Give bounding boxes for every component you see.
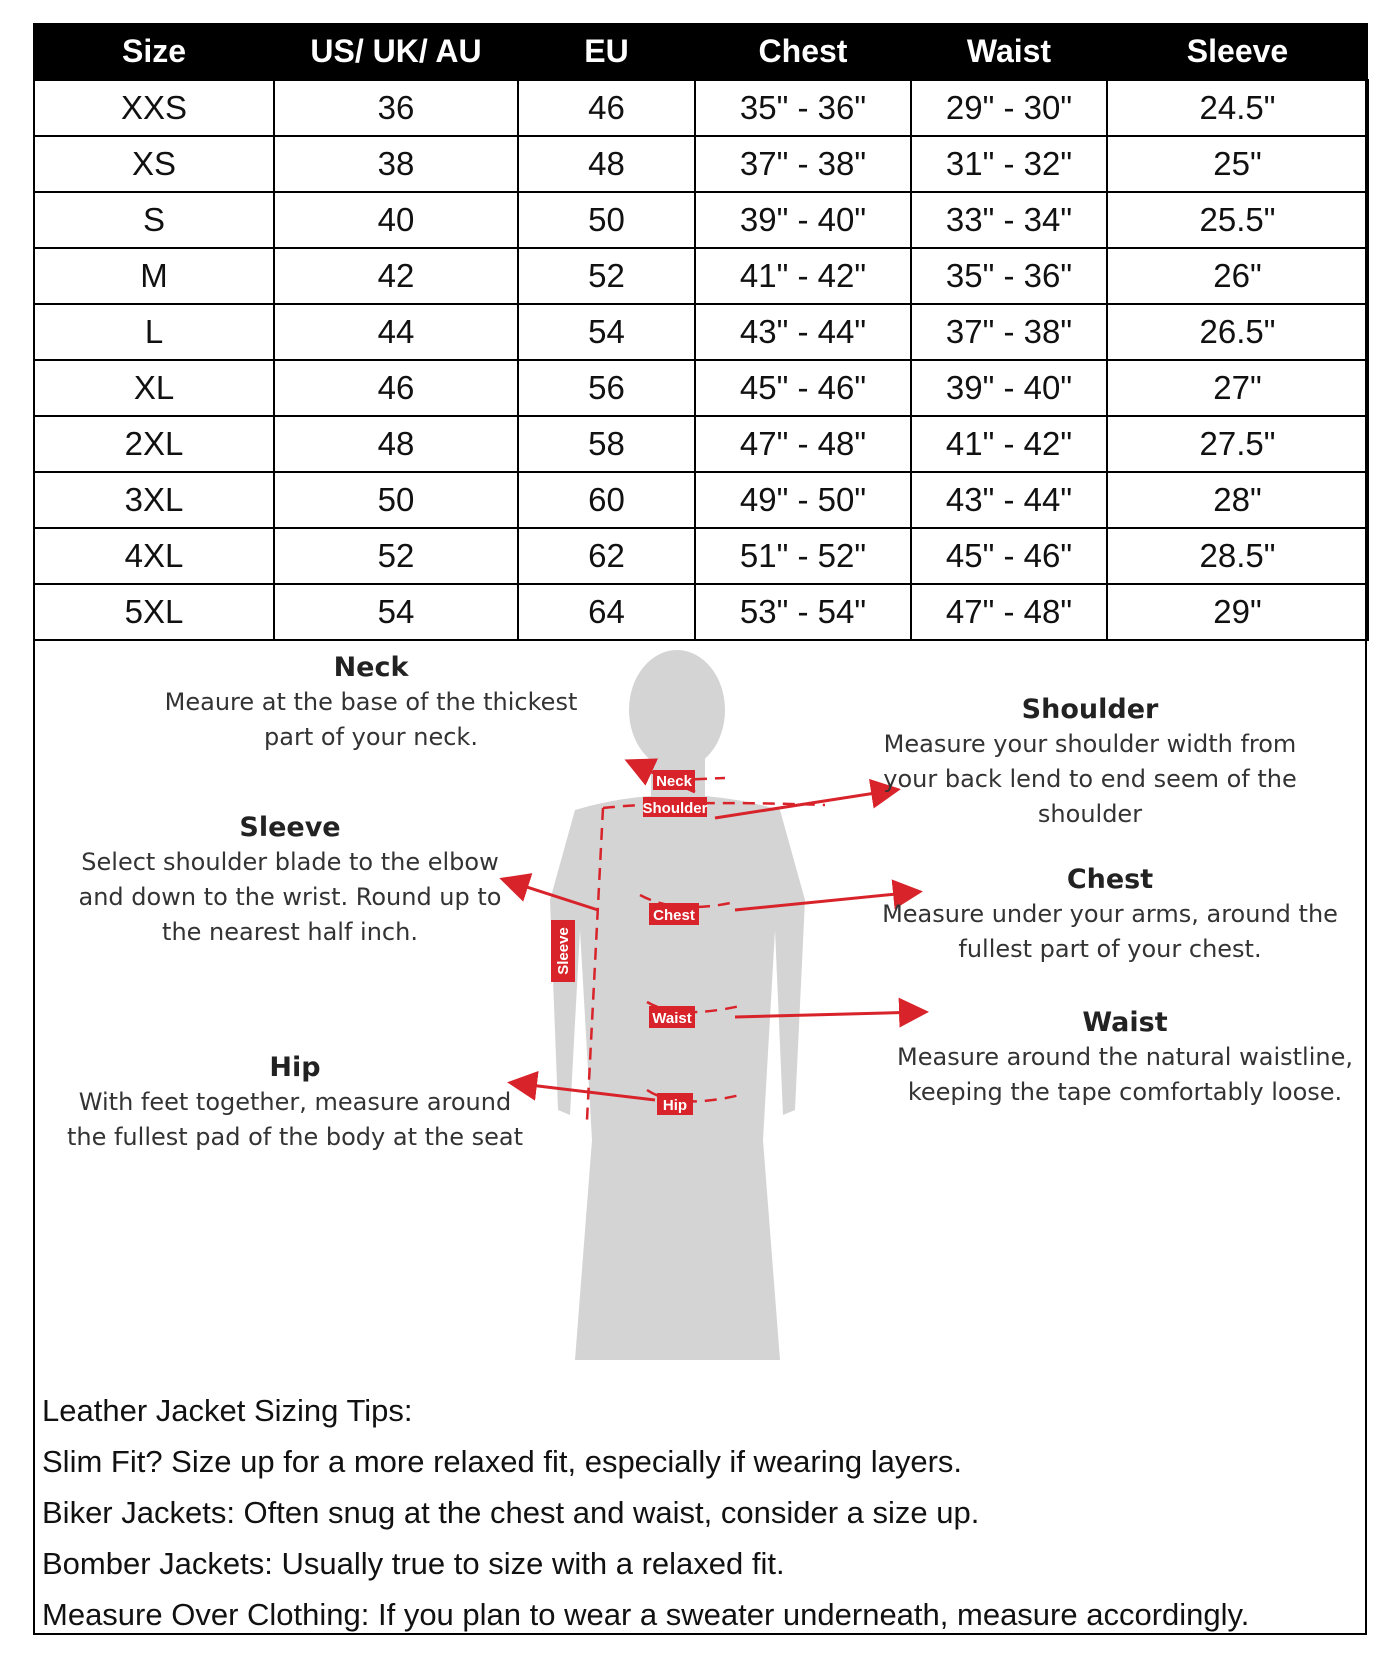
cell-chest: 47" - 48" [695, 416, 911, 472]
sleeve-line2: and down to the wrist. Round up to [78, 883, 502, 911]
sleeve-line3: the nearest half inch. [162, 918, 418, 946]
cell-size: 2XL [34, 416, 274, 472]
tip-biker: Biker Jackets: Often snug at the chest and waist, consider a size up. [42, 1495, 980, 1530]
cell-waist: 35" - 36" [911, 248, 1107, 304]
tip-measure-over-clothing: Measure Over Clothing: If you plan to wear a sweater underneath, measure accordingly. [42, 1597, 1250, 1632]
tag-shoulder: Shoulder [642, 800, 708, 817]
cell-sleeve: 28.5" [1107, 528, 1368, 584]
sleeve-line1: Select shoulder blade to the elbow [81, 848, 499, 876]
neck-note [131, 650, 611, 755]
cell-size: XL [34, 360, 274, 416]
cell-sleeve: 28" [1107, 472, 1368, 528]
cell-waist: 47" - 48" [911, 584, 1107, 640]
table-row [34, 584, 1368, 640]
cell-sleeve: 27" [1107, 360, 1368, 416]
table-row [34, 192, 1368, 248]
cell-sleeve: 24.5" [1107, 80, 1368, 136]
cell-size: 3XL [34, 472, 274, 528]
cell-chest: 39" - 40" [695, 192, 911, 248]
waist-note [885, 1005, 1365, 1110]
cell-eu: 60 [518, 472, 695, 528]
tag-neck: Neck [656, 773, 692, 790]
tips-title: Leather Jacket Sizing Tips: [42, 1393, 413, 1428]
neck-line2: part of your neck. [264, 723, 478, 751]
chest-title: Chest [1066, 864, 1154, 895]
shoulder-title: Shoulder [1021, 694, 1159, 725]
shoulder-line2: your back lend to end seem of the [883, 765, 1297, 793]
table-row [34, 472, 1368, 528]
cell-us-uk-au: 42 [274, 248, 518, 304]
shoulder-line3: shoulder [1037, 800, 1143, 828]
table-header-row [34, 23, 1368, 80]
cell-us-uk-au: 54 [274, 584, 518, 640]
cell-chest: 51" - 52" [695, 528, 911, 584]
cell-eu: 46 [518, 80, 695, 136]
tip-slim-fit: Slim Fit? Size up for a more relaxed fit, especially if wearing layers. [42, 1444, 963, 1479]
cell-eu: 48 [518, 136, 695, 192]
cell-size: XS [34, 136, 274, 192]
neck-line1: Meaure at the base of the thickest [164, 688, 578, 716]
cell-size: 5XL [34, 584, 274, 640]
cell-us-uk-au: 44 [274, 304, 518, 360]
table-row [34, 528, 1368, 584]
hip-line2: the fullest pad of the body at the seat [66, 1123, 524, 1151]
cell-sleeve: 27.5" [1107, 416, 1368, 472]
cell-sleeve: 26" [1107, 248, 1368, 304]
cell-us-uk-au: 36 [274, 80, 518, 136]
header-sleeve: Sleeve [1107, 23, 1368, 80]
cell-waist: 33" - 34" [911, 192, 1107, 248]
cell-chest: 53" - 54" [695, 584, 911, 640]
cell-waist: 37" - 38" [911, 304, 1107, 360]
cell-chest: 37" - 38" [695, 136, 911, 192]
cell-eu: 56 [518, 360, 695, 416]
size-table [33, 23, 1369, 641]
chest-note [875, 862, 1345, 967]
cell-chest: 41" - 42" [695, 248, 911, 304]
cell-us-uk-au: 46 [274, 360, 518, 416]
header-chest: Chest [695, 23, 911, 80]
cell-size: 4XL [34, 528, 274, 584]
cell-size: XXS [34, 80, 274, 136]
hip-title: Hip [269, 1052, 321, 1083]
cell-size: L [34, 304, 274, 360]
shoulder-note [875, 692, 1305, 832]
cell-waist: 45" - 46" [911, 528, 1107, 584]
table-row [34, 80, 1368, 136]
table-row [34, 136, 1368, 192]
body-silhouette [550, 650, 805, 1360]
sleeve-title: Sleeve [239, 812, 341, 843]
chest-line1: Measure under your arms, around the [882, 900, 1338, 928]
header-size: Size [34, 23, 274, 80]
waist-line1: Measure around the natural waistline, [897, 1043, 1353, 1071]
header-us-uk-au: US/ UK/ AU [274, 23, 518, 80]
cell-us-uk-au: 50 [274, 472, 518, 528]
shoulder-line1: Measure your shoulder width from [883, 730, 1297, 758]
cell-sleeve: 26.5" [1107, 304, 1368, 360]
tag-sleeve: Sleeve [555, 927, 572, 975]
cell-waist: 43" - 44" [911, 472, 1107, 528]
tag-chest: Chest [653, 907, 695, 924]
sizing-tips [42, 1385, 1342, 1640]
cell-eu: 54 [518, 304, 695, 360]
header-waist: Waist [911, 23, 1107, 80]
table-row [34, 248, 1368, 304]
cell-us-uk-au: 48 [274, 416, 518, 472]
measurement-diagram [35, 640, 1365, 1360]
tip-bomber: Bomber Jackets: Usually true to size with a relaxed fit. [42, 1546, 785, 1581]
cell-waist: 31" - 32" [911, 136, 1107, 192]
tag-hip: Hip [662, 1097, 688, 1114]
cell-eu: 50 [518, 192, 695, 248]
cell-chest: 43" - 44" [695, 304, 911, 360]
cell-us-uk-au: 40 [274, 192, 518, 248]
cell-eu: 62 [518, 528, 695, 584]
table-row [34, 360, 1368, 416]
cell-waist: 39" - 40" [911, 360, 1107, 416]
cell-chest: 45" - 46" [695, 360, 911, 416]
cell-eu: 64 [518, 584, 695, 640]
cell-eu: 52 [518, 248, 695, 304]
cell-us-uk-au: 52 [274, 528, 518, 584]
cell-sleeve: 25" [1107, 136, 1368, 192]
cell-chest: 49" - 50" [695, 472, 911, 528]
waist-title: Waist [1082, 1007, 1168, 1038]
sleeve-note [40, 810, 540, 950]
cell-waist: 41" - 42" [911, 416, 1107, 472]
table-row [34, 416, 1368, 472]
hip-note [35, 1050, 555, 1155]
hip-line1: With feet together, measure around [78, 1088, 512, 1116]
tag-waist: Waist [652, 1010, 692, 1027]
header-eu: EU [518, 23, 695, 80]
waist-line2: keeping the tape comfortably loose. [907, 1078, 1343, 1106]
cell-eu: 58 [518, 416, 695, 472]
cell-sleeve: 25.5" [1107, 192, 1368, 248]
cell-waist: 29" - 30" [911, 80, 1107, 136]
cell-sleeve: 29" [1107, 584, 1368, 640]
chest-line2: fullest part of your chest. [958, 935, 1262, 963]
cell-us-uk-au: 38 [274, 136, 518, 192]
table-row [34, 304, 1368, 360]
cell-size: M [34, 248, 274, 304]
cell-size: S [34, 192, 274, 248]
cell-chest: 35" - 36" [695, 80, 911, 136]
neck-title: Neck [333, 652, 409, 683]
